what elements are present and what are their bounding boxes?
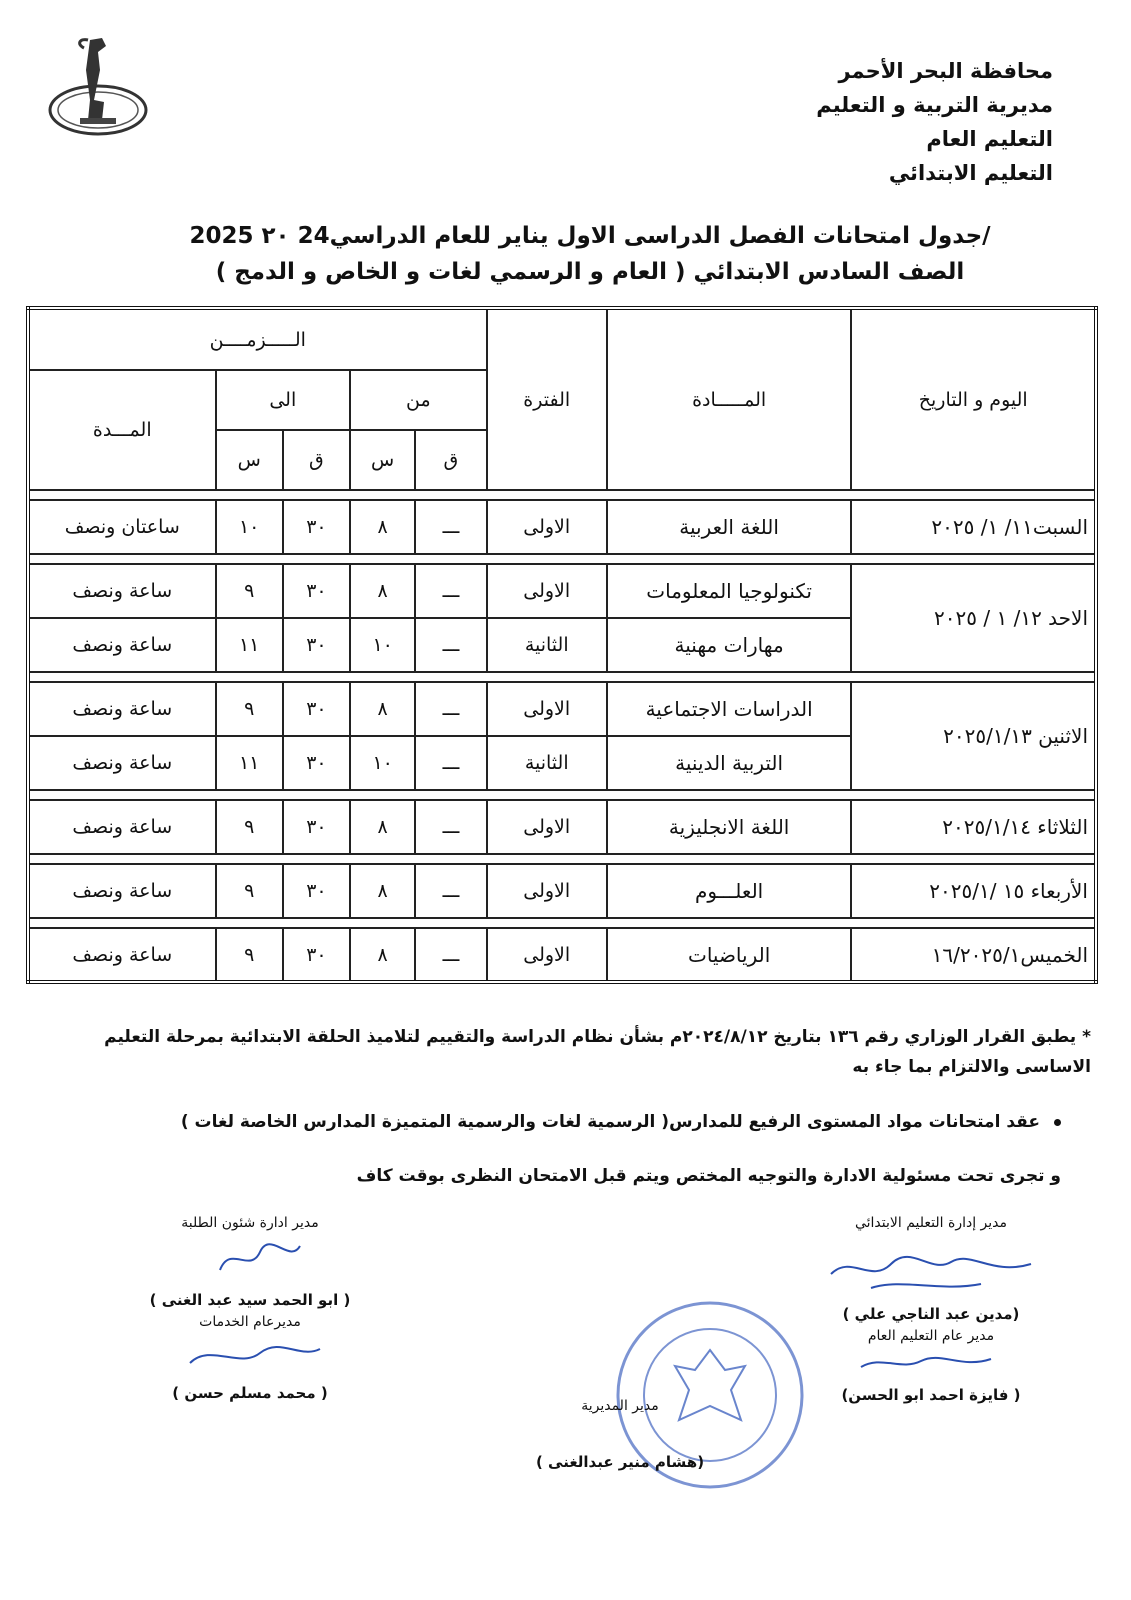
- table-row: [28, 928, 1096, 982]
- from-minute-cell: ـــ: [415, 564, 486, 618]
- subject-cell: تكنولوجيا المعلومات: [607, 564, 852, 618]
- to-minute-cell: ٣٠: [283, 618, 350, 672]
- sector-name: التعليم العام: [926, 127, 1053, 151]
- table-row: [28, 864, 1096, 918]
- header-to-hour: س: [216, 430, 283, 490]
- duration-cell: ساعة ونصف: [28, 682, 216, 736]
- signature-name: (هشام منير عبدالغنى ): [535, 1453, 705, 1471]
- to-minute-cell: ٣٠: [283, 928, 350, 982]
- to-minute-cell: ٣٠: [283, 682, 350, 736]
- to-hour-cell: ٩: [216, 928, 283, 982]
- from-hour-cell: ٨: [350, 928, 415, 982]
- to-hour-cell: ٩: [216, 864, 283, 918]
- bullet-item: [61, 1166, 1061, 1186]
- from-minute-cell: ـــ: [415, 618, 486, 672]
- header-from-minute: ق: [415, 430, 486, 490]
- to-hour-cell: ١٠: [216, 500, 283, 554]
- decree-text: * يطبق القرار الوزاري رقم ١٣٦ بتاريخ ٢٠٢٤/٨/١٢م بشأن نظام الدراسة والتقييم لتلاميذ الحلقة الابتدائية بمرحلة التعليم الاساسى والالتزام بما جاء به: [104, 1027, 1091, 1077]
- period-cell: الاولى: [487, 500, 607, 554]
- duration-cell: ساعتان ونصف: [28, 500, 216, 554]
- handwritten-signature-icon: [811, 1234, 1051, 1296]
- from-hour-cell: ٨: [350, 500, 415, 554]
- title-line-1: جدول امتحانات الفصل الدراسى الاول يناير للعام الدراسي24 ٢٠ 2025/: [189, 223, 991, 249]
- day-date-cell: الخميس١٦/٢٠٢٥/١: [851, 928, 1096, 982]
- subject-cell: الرياضيات: [607, 928, 852, 982]
- from-minute-cell: ـــ: [415, 928, 486, 982]
- subject-cell: اللغة الانجليزية: [607, 800, 852, 854]
- day-date-cell: الاحد ١٢/ ١ / ٢٠٢٥: [851, 564, 1096, 672]
- duration-cell: ساعة ونصف: [28, 928, 216, 982]
- to-minute-cell: ٣٠: [283, 564, 350, 618]
- signature-name: (مدين عبد الناجي علي ): [842, 1305, 1020, 1323]
- header-day-date: اليوم و التاريخ: [851, 308, 1096, 490]
- stage-name: التعليم الابتدائي: [888, 161, 1053, 185]
- duration-cell: ساعة ونصف: [28, 564, 216, 618]
- from-hour-cell: ٨: [350, 864, 415, 918]
- bullet-text: عقد امتحانات مواد المستوى الرفيع للمدارس( الرسمية لغات والرسمية المتميزة المدارس الخاصة لغات ): [180, 1112, 1040, 1132]
- from-minute-cell: ـــ: [415, 682, 486, 736]
- from-minute-cell: ـــ: [415, 500, 486, 554]
- header-time: الـــــزمــــن: [28, 308, 487, 370]
- from-minute-cell: ـــ: [415, 736, 486, 790]
- signature-title: مدير المديرية: [581, 1398, 659, 1414]
- header-period: الفترة: [487, 308, 607, 490]
- bullet-dot-icon: [1054, 1119, 1061, 1126]
- to-minute-cell: ٣٠: [283, 864, 350, 918]
- to-hour-cell: ٩: [216, 564, 283, 618]
- from-hour-cell: ٨: [350, 564, 415, 618]
- signature-name: ( فايزة احمد ابو الحسن): [841, 1386, 1021, 1404]
- subject-cell: التربية الدينية: [607, 736, 852, 790]
- table-row: [28, 564, 1096, 618]
- to-hour-cell: ٩: [216, 682, 283, 736]
- signature-title: مدير عام التعليم العام: [867, 1328, 995, 1344]
- to-hour-cell: ١١: [216, 736, 283, 790]
- exam-schedule-table: [26, 306, 1098, 984]
- to-minute-cell: ٣٠: [283, 500, 350, 554]
- header-block: [673, 54, 1053, 190]
- primary-director-signature: [801, 1212, 1061, 1406]
- duration-cell: ساعة ونصف: [28, 864, 216, 918]
- signature-name: ( محمد مسلم حسن ): [172, 1384, 328, 1402]
- header-subject: المـــــادة: [607, 308, 852, 490]
- signature-name: ( ابو الحمد سيد عبد الغنى ): [149, 1291, 351, 1309]
- signature-title: مديرعام الخدمات: [199, 1314, 301, 1330]
- day-date-cell: السبت١١/ ١/ ٢٠٢٥: [851, 500, 1096, 554]
- handwritten-signature-icon: [150, 1333, 350, 1375]
- period-cell: الاولى: [487, 800, 607, 854]
- from-hour-cell: ١٠: [350, 618, 415, 672]
- day-date-cell: الاثنين ٢٠٢٥/١/١٣: [851, 682, 1096, 790]
- to-minute-cell: ٣٠: [283, 800, 350, 854]
- duration-cell: ساعة ونصف: [28, 736, 216, 790]
- subject-cell: الدراسات الاجتماعية: [607, 682, 852, 736]
- period-cell: الاولى: [487, 864, 607, 918]
- handwritten-signature-icon: [150, 1234, 350, 1282]
- period-cell: الاولى: [487, 682, 607, 736]
- signature-title: مدير ادارة شئون الطلبة: [181, 1215, 319, 1231]
- table-row: [28, 682, 1096, 736]
- from-hour-cell: ٨: [350, 682, 415, 736]
- title-line-2: الصف السادس الابتدائي ( العام و الرسمي لغات و الخاص و الدمج ): [215, 259, 965, 285]
- document-title: [180, 218, 1000, 290]
- period-cell: الاولى: [487, 928, 607, 982]
- handwritten-signature-icon: [831, 1347, 1031, 1377]
- header-duration: المـــدة: [28, 370, 216, 490]
- bullet-item: [61, 1112, 1061, 1132]
- table-row: [28, 800, 1096, 854]
- to-hour-cell: ٩: [216, 800, 283, 854]
- signature-title: مدير إدارة التعليم الابتدائي: [854, 1215, 1008, 1231]
- from-minute-cell: ـــ: [415, 800, 486, 854]
- period-cell: الثانية: [487, 736, 607, 790]
- bullet-text: و تجرى تحت مسئولية الادارة والتوجيه المختص ويتم قبل الامتحان النظرى بوقت كاف: [356, 1166, 1061, 1186]
- subject-cell: اللغة العربية: [607, 500, 852, 554]
- duration-cell: ساعة ونصف: [28, 618, 216, 672]
- header-to: الى: [216, 370, 351, 430]
- header-from: من: [350, 370, 487, 430]
- day-date-cell: الأربعاء ١٥ /٢٠٢٥/١: [851, 864, 1096, 918]
- student-affairs-signature: [120, 1212, 380, 1404]
- from-hour-cell: ٨: [350, 800, 415, 854]
- decree-note: [31, 1022, 1091, 1082]
- header-from-hour: س: [350, 430, 415, 490]
- governorate-name: محافظة البحر الأحمر: [838, 59, 1053, 83]
- day-date-cell: الثلاثاء ٢٠٢٥/١/١٤: [851, 800, 1096, 854]
- governorate-logo: [40, 30, 160, 145]
- header-to-minute: ق: [283, 430, 350, 490]
- from-minute-cell: ـــ: [415, 864, 486, 918]
- from-hour-cell: ١٠: [350, 736, 415, 790]
- period-cell: الثانية: [487, 618, 607, 672]
- subject-cell: مهارات مهنية: [607, 618, 852, 672]
- directorate-head-signature: [490, 1395, 750, 1473]
- period-cell: الاولى: [487, 564, 607, 618]
- duration-cell: ساعة ونصف: [28, 800, 216, 854]
- table-row: [28, 500, 1096, 554]
- subject-cell: العلـــوم: [607, 864, 852, 918]
- to-minute-cell: ٣٠: [283, 736, 350, 790]
- directorate-name: مديرية التربية و التعليم: [816, 93, 1053, 117]
- to-hour-cell: ١١: [216, 618, 283, 672]
